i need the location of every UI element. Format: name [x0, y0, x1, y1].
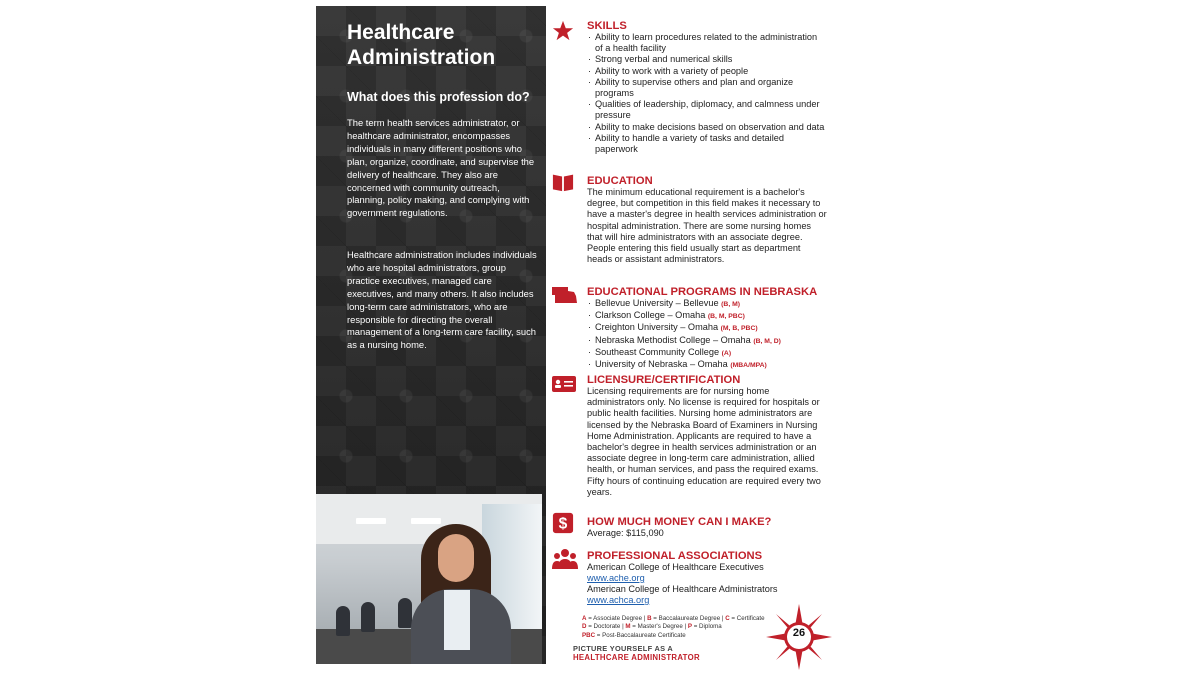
degree-tag: (B, M, PBC)	[707, 313, 745, 321]
list-item: · Clarkson College – Omaha (B, M, PBC)	[587, 310, 827, 322]
nebraska-map-icon	[552, 284, 578, 306]
people-group-icon	[552, 548, 578, 570]
degree-tag: (B, M, D)	[753, 337, 781, 345]
dollar-icon	[552, 512, 574, 534]
degree-legend: A = Associate Degree | B = Baccalaureate Degree | C = Certificate D = Doctorate | M = Master's Degree | P = Diploma PBC = Post-Baccalaureate Certificate	[582, 615, 765, 639]
licensure-text: Licensing requirements are for nursing home administrators only. No license is required for hospitals or public health facilities. Nursing home administrators are licensed by the Nebraska Board of Examiners in Nursing Home Administration. Applicants are required to have a bachelor's degree in health services administration or an associate degree in long-term care administration, allied health, or human services, and pass the required exams. Fifty hours of continuing education are required every two years.	[587, 386, 821, 497]
footer-profession: HEALTHCARE ADMINISTRATOR	[573, 653, 700, 662]
programs-list	[587, 298, 827, 371]
degree-tag: (M, B, PBC)	[720, 325, 758, 333]
list-item: · Nebraska Methodist College – Omaha (B, M, D)	[587, 335, 827, 347]
degree-tag: (MBA/MPA)	[730, 362, 767, 370]
book-icon	[552, 171, 574, 193]
associations-title: PROFESSIONAL ASSOCIATIONS	[587, 550, 763, 562]
association-name: American College of Healthcare Executives	[587, 562, 764, 572]
list-item: · University of Nebraska – Omaha (MBA/MPA)	[587, 359, 827, 371]
money-title: HOW MUCH MONEY CAN I MAKE?	[587, 516, 772, 528]
svg-text:$: $	[558, 515, 568, 533]
degree-tag: (B, M)	[721, 301, 741, 308]
list-item: · Ability to handle a variety of tasks and detailed paperwork	[587, 133, 827, 155]
list-item: · Ability to make decisions based on observation and data	[587, 122, 827, 133]
profession-question: What does this profession do?	[347, 90, 530, 104]
star-icon	[552, 20, 574, 42]
list-item: · Creighton University – Omaha (M, B, PBC)	[587, 322, 827, 334]
professional-photo	[316, 494, 542, 664]
skills-title: SKILLS	[587, 20, 627, 32]
page-title: Healthcare Administration	[347, 21, 496, 69]
education-title: EDUCATION	[587, 175, 653, 187]
list-item: · Southeast Community College (A)	[587, 347, 827, 359]
list-item: · Qualities of leadership, diplomacy, and calmness under pressure	[587, 99, 827, 121]
list-item: · Bellevue University – Bellevue (B, M)	[587, 298, 827, 310]
left-panel	[316, 6, 546, 664]
page-number: 26	[792, 627, 806, 639]
list-item: · Strong verbal and numerical skills	[587, 54, 827, 65]
intro-paragraph-2: Healthcare administration includes individuals who are hospital administrators, group practice executives, managed care executives, and many others. It also includes long-term care administrators, who are responsible for directing the overall management of a long-term care facility, such as a nursing home.	[347, 249, 537, 351]
average-salary: Average: $115,090	[587, 528, 664, 538]
right-column	[552, 6, 860, 668]
education-text: The minimum educational requirement is a bachelor's degree, but competition in this field makes it necessary to have a master's degree in health services administration or hospital administration. There are some nursing homes that will hire administrators with an associate degree. People entering this field usually start as department heads or assistant administrators.	[587, 187, 827, 265]
footer-tagline: PICTURE YOURSELF AS A	[573, 644, 674, 653]
association-name: American College of Healthcare Administrators	[587, 584, 778, 594]
id-card-icon	[552, 373, 576, 395]
list-item: · Ability to supervise others and plan and organize programs	[587, 77, 827, 99]
brochure-page	[316, 6, 860, 668]
list-item: · Ability to learn procedures related to the administration of a health facility	[587, 32, 827, 54]
programs-title: EDUCATIONAL PROGRAMS IN NEBRASKA	[587, 286, 818, 298]
achca-link[interactable]: www.achca.org	[587, 595, 650, 605]
ache-link[interactable]: www.ache.org	[587, 573, 645, 583]
intro-paragraph-1: The term health services administrator, or healthcare administrator, encompasses individuals in many different positions who plan, organize, coordinate, and supervise the delivery of healthcare. They also are concerned with community outreach, planning, policy making, and complying with government regulations.	[347, 117, 535, 219]
degree-tag: (A)	[721, 349, 732, 357]
licensure-title: LICENSURE/CERTIFICATION	[587, 374, 741, 386]
list-item: · Ability to work with a variety of people	[587, 66, 827, 77]
skills-list	[587, 32, 827, 155]
